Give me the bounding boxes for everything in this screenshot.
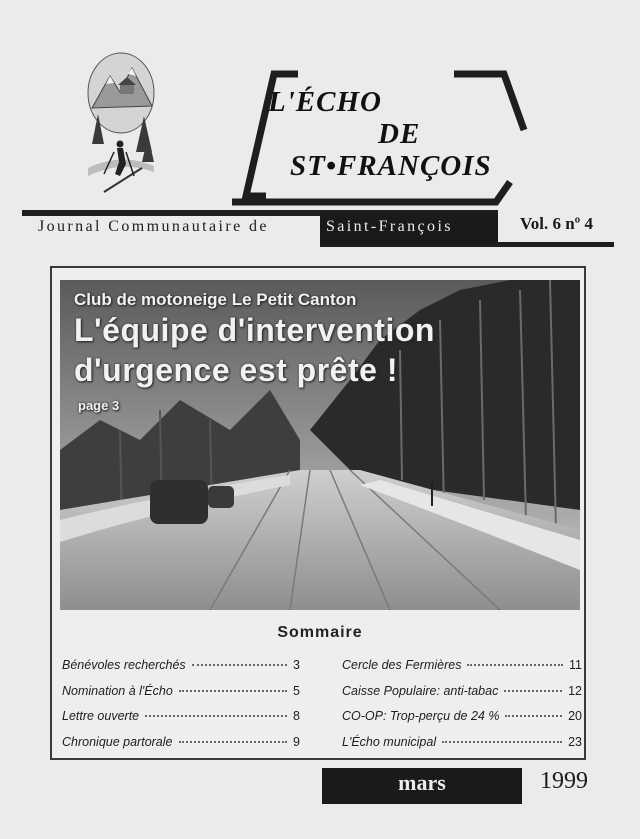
toc-leader bbox=[505, 715, 562, 717]
toc-page: 8 bbox=[293, 709, 300, 723]
toc-leader bbox=[442, 741, 562, 743]
toc-label: Chronique partorale bbox=[62, 735, 173, 749]
toc-page: 23 bbox=[568, 735, 582, 749]
cover-kicker: Club de motoneige Le Petit Canton bbox=[74, 290, 357, 309]
toc-entry[interactable] bbox=[342, 684, 582, 698]
journal-subtitle: Journal Communautaire de bbox=[38, 218, 269, 235]
toc-entry[interactable] bbox=[62, 684, 300, 698]
cover-page-reference: page 3 bbox=[78, 398, 120, 413]
toc-page: 3 bbox=[293, 658, 300, 672]
toc-label: CO-OP: Trop-perçu de 24 % bbox=[342, 709, 500, 723]
toc-leader bbox=[504, 690, 562, 692]
toc-label: Nomination à l'Écho bbox=[62, 684, 173, 698]
skier-mountain-logo-icon bbox=[84, 48, 158, 200]
toc-leader bbox=[179, 741, 288, 743]
toc-leader bbox=[192, 664, 287, 666]
toc-label: Lettre ouverte bbox=[62, 709, 140, 723]
toc-page: 11 bbox=[569, 658, 582, 672]
toc-leader bbox=[145, 715, 287, 717]
cover-headline-line-2: d'urgence est prête ! bbox=[74, 352, 398, 388]
issue-year: 1999 bbox=[540, 768, 588, 794]
masthead-title-line-2: DE bbox=[378, 118, 421, 150]
sommaire-title: Sommaire bbox=[277, 624, 363, 641]
volume-number: Vol. 6 nº 4 bbox=[520, 214, 594, 233]
toc-entry[interactable] bbox=[62, 658, 300, 672]
toc-label: L'Écho municipal bbox=[342, 735, 437, 749]
toc-entry[interactable] bbox=[342, 658, 582, 672]
toc-entry[interactable] bbox=[342, 735, 582, 749]
issue-month: mars bbox=[398, 770, 446, 795]
toc-leader bbox=[467, 664, 563, 666]
toc-entry[interactable] bbox=[62, 735, 300, 749]
toc-page: 12 bbox=[568, 684, 582, 698]
masthead-title-line-1: L'ÉCHO bbox=[268, 86, 382, 118]
cover-headline-line-1: L'équipe d'intervention bbox=[74, 312, 435, 348]
banner-rule-bottom bbox=[320, 242, 614, 247]
toc-page: 20 bbox=[568, 709, 582, 723]
toc-label: Bénévoles recherchés bbox=[62, 658, 186, 672]
toc-entry[interactable] bbox=[342, 709, 582, 723]
toc-label: Cercle des Fermières bbox=[342, 658, 462, 672]
journal-subtitle-place: Saint-François bbox=[326, 218, 453, 235]
toc-page: 9 bbox=[293, 735, 300, 749]
toc-leader bbox=[179, 690, 287, 692]
toc-page: 5 bbox=[293, 684, 300, 698]
toc-label: Caisse Populaire: anti-tabac bbox=[342, 684, 499, 698]
masthead-title-line-3: ST•FRANÇOIS bbox=[290, 150, 492, 182]
toc-entry[interactable] bbox=[62, 709, 300, 723]
